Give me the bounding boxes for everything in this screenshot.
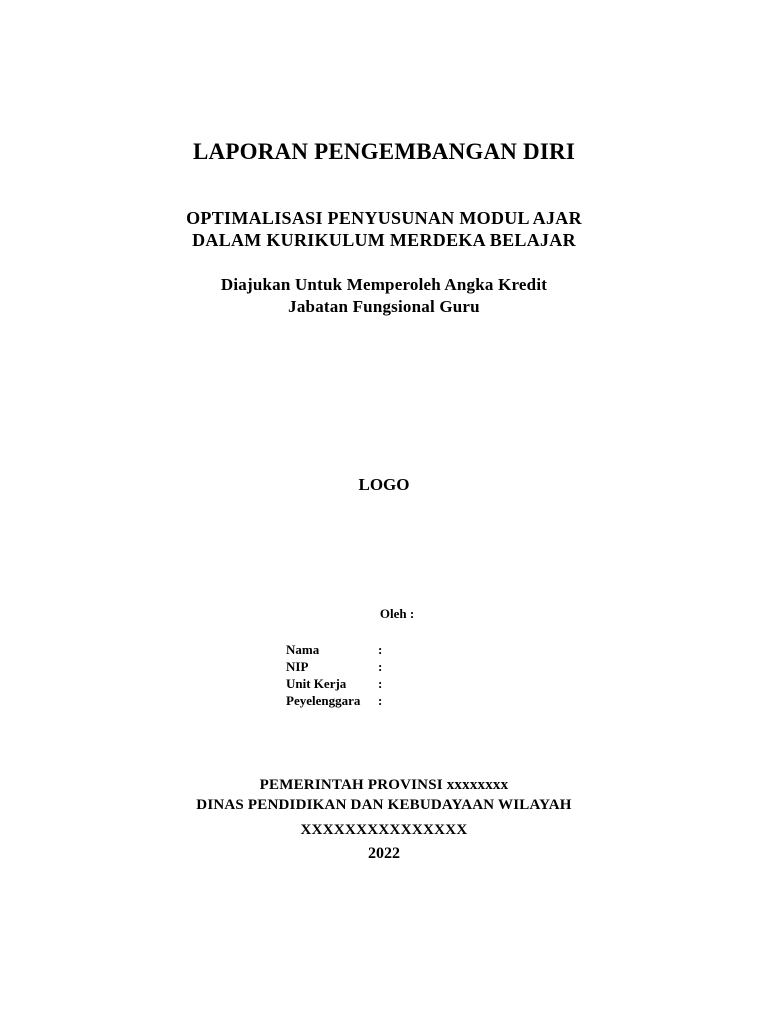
identity-label: Nama: [286, 642, 320, 657]
report-title: LAPORAN PENGEMBANGAN DIRI: [193, 139, 575, 164]
identity-row-name: [286, 641, 382, 658]
report-year: 2022: [368, 845, 400, 862]
identity-label: Unit Kerja: [286, 676, 347, 691]
region-placeholder: XXXXXXXXXXXXXXX: [300, 822, 468, 838]
purpose-line-1: Diajukan Untuk Memperoleh Angka Kredit: [220, 275, 548, 294]
logo-placeholder: LOGO: [358, 475, 410, 494]
government-line-1: PEMERINTAH PROVINSI xxxxxxxx: [259, 777, 509, 793]
purpose-line-2: Jabatan Fungsional Guru: [288, 297, 480, 316]
identity-colon: :: [378, 693, 383, 708]
author-label: Oleh :: [379, 606, 415, 621]
identity-colon: :: [378, 659, 383, 674]
topic-title-line-2: DALAM KURIKULUM MERDEKA BELAJAR: [192, 230, 576, 250]
identity-row-organizer: [286, 692, 382, 709]
identity-block: [286, 641, 382, 709]
topic-title-line-1: OPTIMALISASI PENYUSUNAN MODUL AJAR: [186, 208, 582, 228]
government-line-2: DINAS PENDIDIKAN DAN KEBUDAYAAN WILAYAH: [196, 797, 572, 813]
identity-label: NIP: [286, 659, 309, 674]
identity-row-unit: [286, 675, 382, 692]
identity-colon: :: [378, 642, 383, 657]
identity-row-nip: [286, 658, 382, 675]
identity-colon: :: [378, 676, 383, 691]
identity-label: Peyelenggara: [286, 693, 361, 708]
